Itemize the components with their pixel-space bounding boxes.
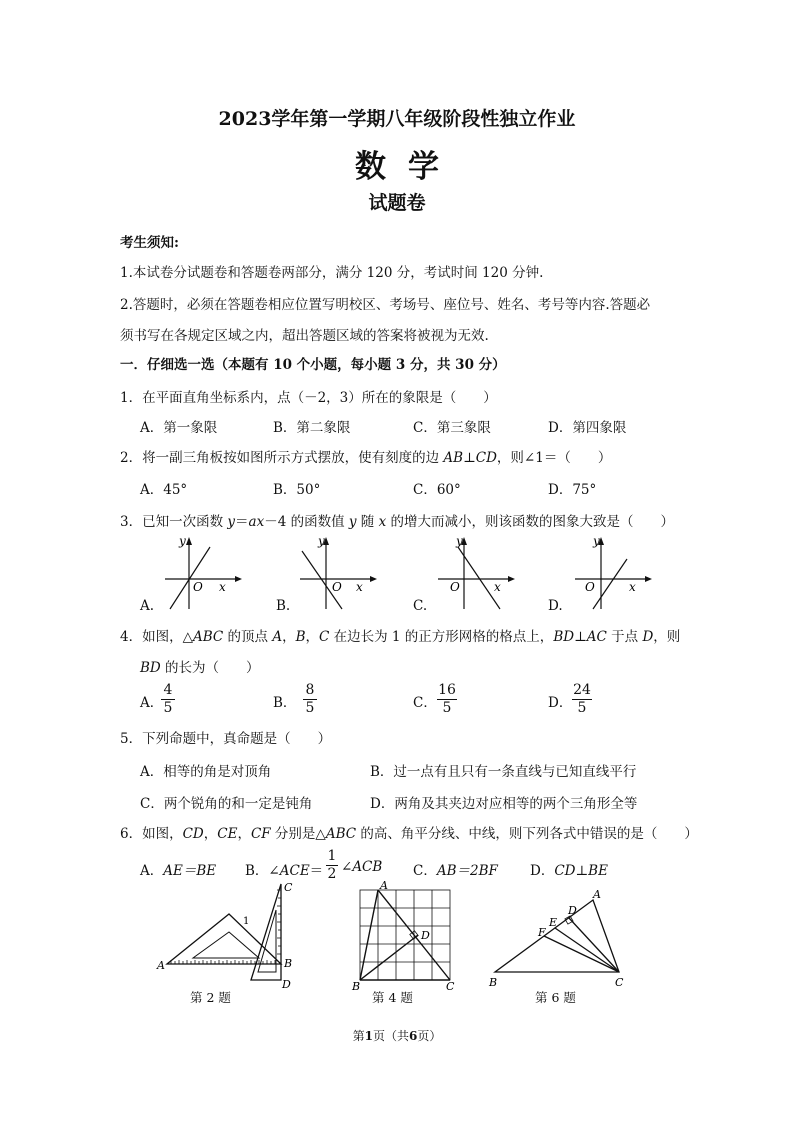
- q3-graph-a: [155, 533, 245, 613]
- q3-a-x-label: x: [219, 580, 226, 594]
- q2-option-b: B．50°: [273, 482, 321, 498]
- q1-stem: 1．在平面直角坐标系内，点（－2，3）所在的象限是（ ）: [120, 390, 497, 406]
- fig2-label-a: A: [157, 959, 165, 972]
- fig4-label-d: D: [421, 929, 430, 942]
- figure-q2: [155, 880, 295, 990]
- q3-a-origin: O: [193, 580, 203, 594]
- q1-option-b: B．第二象限: [273, 420, 351, 436]
- q6-option-b-left: B．∠ACE＝: [245, 863, 324, 879]
- subject-title: 数学: [355, 149, 461, 185]
- fig6-label-f: F: [538, 926, 546, 939]
- figure-q4: [350, 879, 460, 993]
- q6-option-d: D．CD⊥BE: [530, 863, 608, 879]
- q3-d-x-label: x: [629, 580, 636, 594]
- q6-option-a: A．AE＝BE: [140, 863, 217, 879]
- q3-option-c: C.: [413, 598, 428, 614]
- q6-option-b-right: ∠ACB: [341, 859, 383, 875]
- q3-c-y-label: y: [456, 534, 463, 548]
- q2-option-d: D．75°: [548, 482, 597, 498]
- q2-option-c: C．60°: [413, 482, 461, 498]
- q4-option-a: A．: [140, 695, 164, 711]
- q6-stem: 6．如图，CD，CE，CF 分别是△ABC 的高、角平分线、中线，则下列各式中错误的是（ ）: [120, 826, 698, 842]
- fig6-caption: 第 6 题: [535, 990, 576, 1005]
- fig6-label-a: A: [593, 888, 601, 901]
- q5-option-a: A．相等的角是对顶角: [140, 764, 272, 780]
- notice-item-1: 1.本试卷分试题卷和答题卷两部分，满分 120 分，考试时间 120 分钟.: [120, 265, 544, 281]
- notice-heading: 考生须知:: [120, 235, 179, 251]
- q2-stem: 2．将一副三角板按如图所示方式摆放，使有刻度的边 AB⊥CD，则∠1＝（ ）: [120, 450, 612, 466]
- q5-option-c: C．两个锐角的和一定是钝角: [140, 796, 313, 812]
- fig6-label-b: B: [489, 976, 498, 989]
- q3-b-x-label: x: [356, 580, 363, 594]
- q1-option-a: A．第一象限: [140, 420, 218, 436]
- q1-option-d: D．第四象限: [548, 420, 627, 436]
- q6-option-b-fraction: $\frac{1}{2}$: [327, 848, 337, 882]
- q4-stem-line1: 4．如图，△ABC 的顶点 A，B，C 在边长为 1 的正方形网格的格点上，BD⊥AC 于点 D，则: [120, 629, 681, 645]
- paper-title: 试题卷: [368, 192, 426, 214]
- q3-option-a: A.: [140, 598, 155, 614]
- fig6-label-e: E: [549, 916, 558, 929]
- exam-title: 2023学年第一学期八年级阶段性独立作业: [218, 108, 576, 130]
- q4-option-c-fraction: $\frac{16}{5}$: [438, 682, 456, 716]
- q3-option-b: B.: [276, 598, 291, 614]
- fig4-label-c: C: [446, 980, 455, 993]
- q3-b-y-label: y: [318, 534, 325, 548]
- q5-stem: 5．下列命题中，真命题是（ ）: [120, 731, 332, 747]
- q4-stem-line2: BD 的长为（ ）: [140, 660, 260, 676]
- q3-d-origin: O: [585, 580, 595, 594]
- ruler-ticks: [171, 890, 281, 964]
- q4-option-a-fraction: $\frac{4}{5}$: [161, 682, 175, 717]
- q3-option-d: D.: [548, 598, 563, 614]
- fig2-label-b: B: [284, 957, 293, 970]
- page-footer: 第1页（共6页）: [352, 1029, 442, 1043]
- q3-c-origin: O: [450, 580, 460, 594]
- q3-graph-d: [565, 533, 655, 613]
- q3-graph-c: [428, 533, 518, 613]
- q1-option-c: C．第三象限: [413, 420, 491, 436]
- q2-option-a: A．45°: [140, 482, 188, 498]
- notice-item-2a: 2.答题时，必须在答题卷相应位置写明校区、考场号、座位号、姓名、考号等内容.答题必: [120, 297, 651, 313]
- section-heading: 一．仔细选一选（本题有 10 个小题，每小题 3 分，共 30 分）: [120, 357, 506, 373]
- notice-item-2b: 须书写在各规定区域之内，超出答题区域的答案将被视为无效.: [120, 328, 489, 344]
- q4-option-b: B．: [273, 695, 297, 711]
- q3-a-y-label: y: [179, 534, 186, 548]
- q4-option-d-fraction: $\frac{24}{5}$: [573, 682, 591, 716]
- q3-graph-b: [290, 533, 380, 613]
- q5-option-b: B．过一点有且只有一条直线与已知直线平行: [370, 764, 637, 780]
- q3-stem: 3．已知一次函数 y＝ax－4 的函数值 y 随 x 的增大而减小，则该函数的图象大致是（ ）: [120, 514, 675, 530]
- fig2-label-1: 1: [243, 916, 250, 927]
- fig6-label-d: D: [568, 904, 577, 917]
- q6-option-c: C．AB＝2BF: [413, 863, 498, 879]
- fig2-caption: 第 2 题: [190, 990, 231, 1005]
- fig2-label-c: C: [284, 881, 293, 894]
- q3-c-x-label: x: [494, 580, 501, 594]
- fig4-caption: 第 4 题: [372, 990, 413, 1005]
- figure-q6: [485, 888, 635, 988]
- q4-option-d: D．: [548, 695, 573, 711]
- q3-d-y-label: y: [593, 534, 600, 548]
- fig4-label-b: B: [352, 980, 361, 993]
- q4-option-b-fraction: $\frac{8}{5}$: [303, 682, 317, 717]
- q4-option-c: C．: [413, 695, 437, 711]
- q5-option-d: D．两角及其夹边对应相等的两个三角形全等: [370, 796, 638, 812]
- fig6-label-c: C: [615, 976, 624, 989]
- fig4-label-a: A: [380, 879, 388, 892]
- q3-b-origin: O: [332, 580, 342, 594]
- fig2-label-d: D: [282, 978, 291, 991]
